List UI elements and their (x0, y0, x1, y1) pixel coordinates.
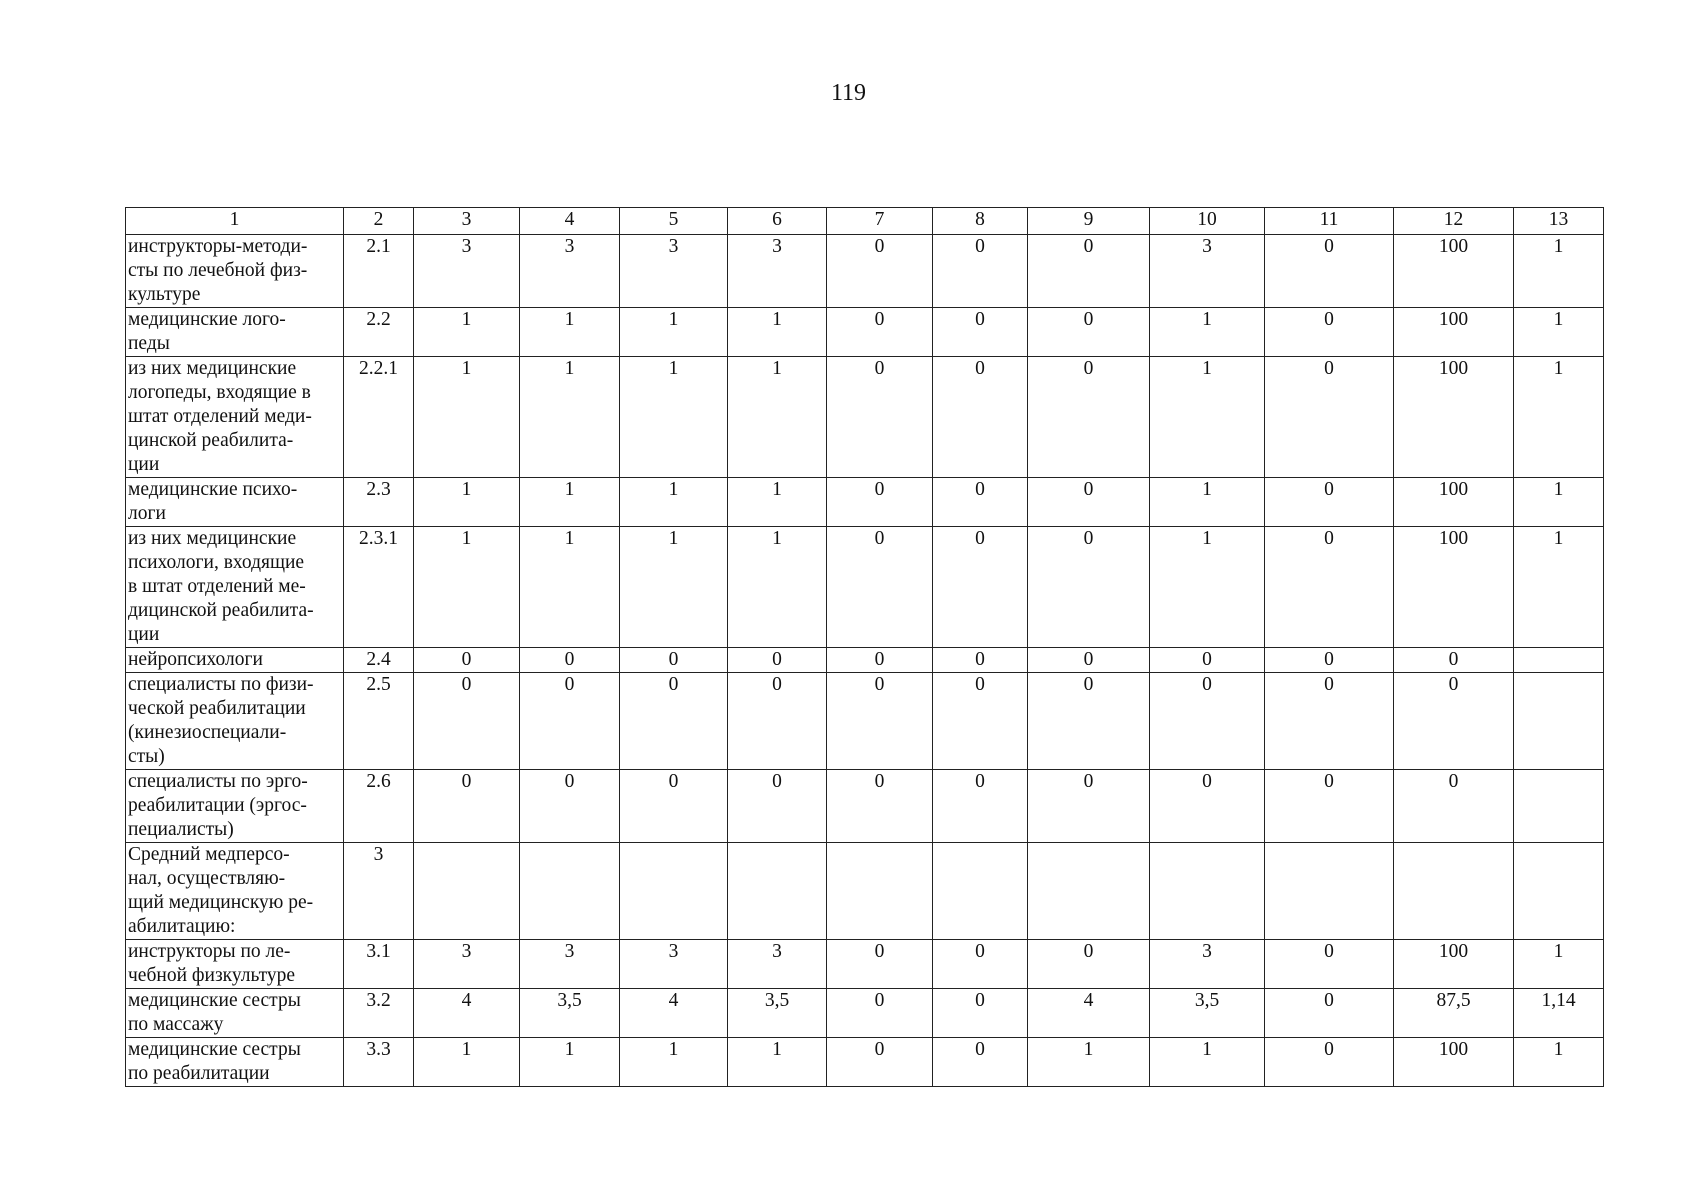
value-cell (1514, 673, 1604, 770)
value-cell: 3 (1150, 940, 1265, 989)
row-name-line: нал, осуществляю- (128, 868, 286, 889)
row-code-cell: 3.1 (344, 940, 414, 989)
value-cell: 3 (620, 940, 728, 989)
value-cell: 0 (1028, 478, 1150, 527)
table-row (126, 673, 1604, 770)
row-name-cell (126, 308, 344, 357)
row-code-cell: 3.3 (344, 1038, 414, 1087)
column-number: 2 (344, 208, 414, 235)
value-cell: 1 (1514, 1038, 1604, 1087)
row-name-line: из них медицинские (128, 528, 297, 549)
row-name-line: (кинезиоспециали- (128, 722, 287, 743)
column-number-row (126, 208, 1604, 235)
table-row (126, 308, 1604, 357)
value-cell: 1 (1514, 940, 1604, 989)
value-cell: 0 (933, 648, 1028, 673)
value-cell: 1 (1150, 527, 1265, 648)
row-name-cell (126, 843, 344, 940)
value-cell: 0 (1394, 770, 1514, 843)
value-cell: 0 (827, 308, 933, 357)
value-cell: 0 (1265, 1038, 1394, 1087)
table-row (126, 989, 1604, 1038)
row-name-line: цинской реабилита- (128, 430, 294, 451)
value-cell: 0 (1265, 478, 1394, 527)
value-cell: 0 (827, 478, 933, 527)
row-name-line: специалисты по физи- (128, 674, 314, 695)
value-cell: 0 (620, 770, 728, 843)
row-code-cell: 2.4 (344, 648, 414, 673)
value-cell: 0 (933, 989, 1028, 1038)
value-cell: 4 (620, 989, 728, 1038)
row-name-line: реабилитации (эргос- (128, 795, 307, 816)
value-cell: 4 (1028, 989, 1150, 1038)
table-row (126, 940, 1604, 989)
row-name-line: специалисты по эрго- (128, 771, 308, 792)
page-number: 119 (830, 80, 867, 106)
value-cell: 0 (933, 940, 1028, 989)
value-cell: 0 (1265, 308, 1394, 357)
value-cell: 0 (933, 527, 1028, 648)
value-cell: 1 (414, 478, 520, 527)
value-cell: 1 (1028, 1038, 1150, 1087)
value-cell: 3,5 (520, 989, 620, 1038)
value-cell: 0 (827, 989, 933, 1038)
value-cell (1150, 843, 1265, 940)
value-cell: 0 (728, 673, 827, 770)
column-number: 8 (933, 208, 1028, 235)
row-name-line: чебной физкультуре (128, 965, 296, 986)
value-cell: 0 (933, 673, 1028, 770)
value-cell: 0 (1028, 357, 1150, 478)
value-cell: 0 (827, 940, 933, 989)
value-cell: 0 (933, 1038, 1028, 1087)
row-name-cell (126, 478, 344, 527)
value-cell: 0 (1150, 673, 1265, 770)
column-number: 3 (414, 208, 520, 235)
value-cell: 0 (1028, 527, 1150, 648)
value-cell: 1 (728, 357, 827, 478)
column-number: 12 (1394, 208, 1514, 235)
value-cell: 1 (1514, 478, 1604, 527)
column-number: 11 (1265, 208, 1394, 235)
row-code-cell: 2.1 (344, 235, 414, 308)
value-cell: 0 (1265, 357, 1394, 478)
value-cell: 4 (414, 989, 520, 1038)
row-name-line: педы (128, 333, 170, 354)
value-cell: 100 (1394, 478, 1514, 527)
row-name-line: медицинские сестры (128, 990, 301, 1011)
value-cell: 100 (1394, 1038, 1514, 1087)
row-name-line: в штат отделений ме- (128, 576, 306, 597)
row-name-line: медицинские сестры (128, 1039, 301, 1060)
value-cell: 1 (620, 527, 728, 648)
value-cell: 1 (728, 1038, 827, 1087)
row-code-cell: 3.2 (344, 989, 414, 1038)
row-code-cell: 2.6 (344, 770, 414, 843)
row-name-line: по массажу (128, 1014, 224, 1035)
row-name-cell (126, 940, 344, 989)
value-cell: 0 (520, 770, 620, 843)
row-name-cell (126, 1038, 344, 1087)
value-cell: 1 (1150, 1038, 1265, 1087)
value-cell: 1 (520, 1038, 620, 1087)
value-cell: 0 (933, 770, 1028, 843)
value-cell: 87,5 (1394, 989, 1514, 1038)
row-name-cell (126, 648, 344, 673)
value-cell: 3 (414, 235, 520, 308)
value-cell: 0 (620, 648, 728, 673)
value-cell: 0 (1028, 648, 1150, 673)
row-name-line: логопеды, входящие в (128, 382, 311, 403)
value-cell: 0 (1265, 770, 1394, 843)
table-row (126, 478, 1604, 527)
value-cell (1265, 843, 1394, 940)
value-cell: 0 (1265, 527, 1394, 648)
value-cell (933, 843, 1028, 940)
row-name-cell (126, 673, 344, 770)
table-row (126, 770, 1604, 843)
table-row (126, 1038, 1604, 1087)
column-number: 4 (520, 208, 620, 235)
value-cell: 1 (414, 308, 520, 357)
value-cell: 0 (933, 235, 1028, 308)
value-cell: 1 (728, 308, 827, 357)
value-cell: 1 (1514, 235, 1604, 308)
value-cell (520, 843, 620, 940)
value-cell (1514, 843, 1604, 940)
value-cell: 3 (728, 235, 827, 308)
value-cell: 0 (414, 648, 520, 673)
value-cell: 3 (728, 940, 827, 989)
value-cell (1514, 648, 1604, 673)
value-cell (1028, 843, 1150, 940)
value-cell: 0 (1028, 235, 1150, 308)
value-cell: 0 (1394, 673, 1514, 770)
value-cell: 1 (728, 478, 827, 527)
value-cell: 0 (1150, 648, 1265, 673)
value-cell: 0 (1394, 648, 1514, 673)
table-row (126, 527, 1604, 648)
value-cell: 0 (1265, 673, 1394, 770)
row-name-line: абилитацию: (128, 916, 236, 937)
row-code-cell: 2.5 (344, 673, 414, 770)
value-cell (1394, 843, 1514, 940)
value-cell: 1 (1150, 308, 1265, 357)
value-cell: 1 (520, 478, 620, 527)
column-number: 10 (1150, 208, 1265, 235)
row-name-cell (126, 357, 344, 478)
table-row (126, 648, 1604, 673)
value-cell: 1 (620, 357, 728, 478)
value-cell: 0 (414, 770, 520, 843)
value-cell: 3 (414, 940, 520, 989)
value-cell: 1 (414, 357, 520, 478)
column-number: 5 (620, 208, 728, 235)
row-name-cell (126, 770, 344, 843)
value-cell: 1 (1150, 357, 1265, 478)
value-cell: 3,5 (728, 989, 827, 1038)
value-cell: 3 (520, 235, 620, 308)
staffing-table (125, 207, 1604, 1087)
value-cell: 1 (520, 308, 620, 357)
value-cell: 1 (620, 478, 728, 527)
value-cell: 0 (933, 478, 1028, 527)
row-name-line: нейропсихологи (128, 649, 263, 670)
value-cell: 0 (827, 357, 933, 478)
column-number: 9 (1028, 208, 1150, 235)
value-cell: 3,5 (1150, 989, 1265, 1038)
value-cell: 0 (520, 673, 620, 770)
row-name-cell (126, 235, 344, 308)
value-cell: 0 (1265, 648, 1394, 673)
value-cell: 0 (827, 235, 933, 308)
row-name-line: логи (128, 503, 166, 524)
value-cell: 0 (1265, 235, 1394, 308)
row-code-cell: 2.3 (344, 478, 414, 527)
row-name-line: медицинские психо- (128, 479, 298, 500)
value-cell: 1 (728, 527, 827, 648)
row-name-line: из них медицинские (128, 358, 297, 379)
value-cell: 0 (827, 527, 933, 648)
table-row (126, 357, 1604, 478)
value-cell (728, 843, 827, 940)
row-name-line: сты по лечебной физ- (128, 260, 308, 281)
row-name-line: щий медицинскую ре- (128, 892, 314, 913)
value-cell: 0 (1028, 770, 1150, 843)
value-cell: 0 (414, 673, 520, 770)
value-cell (620, 843, 728, 940)
value-cell: 100 (1394, 940, 1514, 989)
row-name-line: по реабилитации (128, 1063, 270, 1084)
value-cell: 3 (620, 235, 728, 308)
value-cell: 1 (414, 527, 520, 648)
row-name-line: пециалисты) (128, 819, 234, 840)
value-cell: 100 (1394, 527, 1514, 648)
row-name-line: инструкторы по ле- (128, 941, 291, 962)
row-name-line: культуре (128, 284, 201, 305)
table-row (126, 235, 1604, 308)
value-cell: 1,14 (1514, 989, 1604, 1038)
row-code-cell: 2.2 (344, 308, 414, 357)
row-code-cell: 3 (344, 843, 414, 940)
value-cell: 0 (520, 648, 620, 673)
value-cell (414, 843, 520, 940)
row-name-cell (126, 989, 344, 1038)
row-name-line: дицинской реабилита- (128, 600, 314, 621)
row-code-cell: 2.3.1 (344, 527, 414, 648)
value-cell: 100 (1394, 235, 1514, 308)
value-cell: 1 (1150, 478, 1265, 527)
value-cell: 1 (1514, 357, 1604, 478)
row-name-line: сты) (128, 746, 165, 767)
table-body (126, 208, 1604, 1087)
value-cell: 0 (1265, 940, 1394, 989)
value-cell: 1 (414, 1038, 520, 1087)
column-number: 13 (1514, 208, 1604, 235)
value-cell: 0 (1028, 940, 1150, 989)
value-cell: 100 (1394, 357, 1514, 478)
row-name-line: штат отделений меди- (128, 406, 312, 427)
value-cell: 100 (1394, 308, 1514, 357)
value-cell: 0 (827, 1038, 933, 1087)
value-cell: 1 (520, 527, 620, 648)
value-cell: 1 (620, 308, 728, 357)
row-name-line: ческой реабилитации (128, 698, 306, 719)
value-cell: 0 (1028, 673, 1150, 770)
value-cell: 0 (1150, 770, 1265, 843)
value-cell: 0 (933, 357, 1028, 478)
value-cell: 1 (620, 1038, 728, 1087)
column-number: 7 (827, 208, 933, 235)
value-cell (1514, 770, 1604, 843)
row-code-cell: 2.2.1 (344, 357, 414, 478)
value-cell: 1 (520, 357, 620, 478)
table-row (126, 843, 1604, 940)
value-cell (827, 843, 933, 940)
value-cell: 3 (1150, 235, 1265, 308)
column-number: 1 (126, 208, 344, 235)
value-cell: 0 (827, 673, 933, 770)
value-cell: 0 (1028, 308, 1150, 357)
value-cell: 0 (827, 648, 933, 673)
value-cell: 0 (728, 648, 827, 673)
value-cell: 0 (1265, 989, 1394, 1038)
row-name-line: ции (128, 454, 160, 475)
value-cell: 0 (933, 308, 1028, 357)
column-number: 6 (728, 208, 827, 235)
value-cell: 1 (1514, 527, 1604, 648)
row-name-line: ции (128, 624, 160, 645)
value-cell: 0 (620, 673, 728, 770)
value-cell: 1 (1514, 308, 1604, 357)
row-name-line: инструкторы-методи- (128, 236, 308, 257)
value-cell: 0 (827, 770, 933, 843)
row-name-line: психологи, входящие (128, 552, 305, 573)
value-cell: 3 (520, 940, 620, 989)
row-name-cell (126, 527, 344, 648)
row-name-line: медицинские лого- (128, 309, 286, 330)
value-cell: 0 (728, 770, 827, 843)
row-name-line: Средний медперсо- (128, 844, 290, 865)
